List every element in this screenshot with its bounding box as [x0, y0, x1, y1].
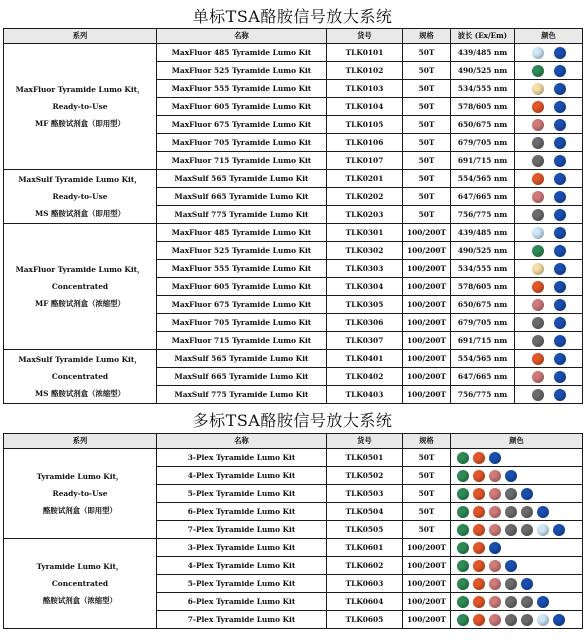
product-spec: 50T	[403, 62, 451, 80]
color-dot	[554, 119, 566, 131]
product-wavelength: 679/705 nm	[451, 314, 515, 332]
product-name: MaxSulf 665 Tyramide Lumo Kit	[157, 188, 327, 206]
color-dot	[554, 299, 566, 311]
product-spec: 50T	[403, 188, 451, 206]
color-dot	[521, 614, 533, 626]
product-sku: TLK0502	[327, 467, 403, 485]
color-dot	[457, 506, 469, 518]
color-dot	[532, 191, 544, 203]
product-name: MaxFluor 715 Tyramide Lumo Kit	[157, 332, 327, 350]
color-dot	[532, 173, 544, 185]
product-spec: 50T	[403, 449, 451, 467]
color-dot	[553, 524, 565, 536]
color-dot	[505, 488, 517, 500]
product-sku: TLK0605	[327, 611, 403, 629]
product-spec: 100/200T	[403, 368, 451, 386]
series-cell	[4, 170, 157, 224]
product-spec: 100/200T	[403, 260, 451, 278]
color-swatches	[515, 296, 583, 314]
product-name: MaxFluor 705 Tyramide Lumo Kit	[157, 134, 327, 152]
color-dot	[489, 596, 501, 608]
product-name: MaxFluor 555 Tyramide Lumo Kit	[157, 80, 327, 98]
product-spec: 100/200T	[403, 350, 451, 368]
series-line: Ready-to-Use	[52, 102, 108, 111]
product-name: MaxSulf 775 Tyramide Lumo Kit	[157, 386, 327, 404]
product-sku: TLK0402	[327, 368, 403, 386]
series-line: MaxSulf Tyramide Lumo Kit，	[18, 355, 142, 364]
color-swatches	[451, 485, 583, 503]
product-spec: 50T	[403, 503, 451, 521]
series-line: MaxSulf Tyramide Lumo Kit，	[18, 175, 142, 184]
color-dot	[489, 452, 501, 464]
color-dot	[537, 524, 549, 536]
series-line: Concentrated	[51, 282, 109, 291]
header-spec: 规格	[403, 434, 451, 449]
color-dot	[554, 353, 566, 365]
series-line: MS 酪胺试剂盒（即用型）	[35, 209, 125, 218]
product-sku: TLK0104	[327, 98, 403, 116]
product-spec: 100/200T	[403, 611, 451, 629]
series-line: Tyramide Lumo Kit，	[36, 562, 124, 571]
header-name: 名称	[157, 29, 327, 44]
color-dot	[473, 524, 485, 536]
color-dot	[532, 335, 544, 347]
product-wavelength: 650/675 nm	[451, 296, 515, 314]
color-swatches	[451, 521, 583, 539]
product-spec: 100/200T	[403, 332, 451, 350]
color-dot	[505, 470, 517, 482]
product-sku: TLK0401	[327, 350, 403, 368]
header-wavelength: 波长 (Ex/Em)	[451, 29, 515, 44]
product-sku: TLK0306	[327, 314, 403, 332]
color-dot	[473, 542, 485, 554]
product-spec: 50T	[403, 116, 451, 134]
color-swatches	[515, 260, 583, 278]
color-dot	[521, 578, 533, 590]
color-dot	[505, 524, 517, 536]
product-sku: TLK0501	[327, 449, 403, 467]
color-dot	[457, 524, 469, 536]
product-wavelength: 490/525 nm	[451, 62, 515, 80]
color-dot	[473, 506, 485, 518]
header-color: 颜色	[515, 29, 583, 44]
product-name: 6-Plex Tyramide Lumo Kit	[157, 503, 327, 521]
product-sku: TLK0307	[327, 332, 403, 350]
header-name: 名称	[157, 434, 327, 449]
product-sku: TLK0503	[327, 485, 403, 503]
color-dot	[554, 47, 566, 59]
table-row	[4, 224, 583, 242]
color-dot	[473, 560, 485, 572]
product-sku: TLK0101	[327, 44, 403, 62]
product-wavelength: 439/485 nm	[451, 44, 515, 62]
color-dot	[554, 65, 566, 77]
color-dot	[489, 542, 501, 554]
color-dot	[554, 371, 566, 383]
header-series: 系列	[4, 29, 157, 44]
color-dot	[457, 560, 469, 572]
product-sku: TLK0304	[327, 278, 403, 296]
multi-label-table	[3, 433, 583, 629]
product-name: MaxFluor 525 Tyramide Lumo Kit	[157, 62, 327, 80]
product-spec: 50T	[403, 485, 451, 503]
color-dot	[554, 335, 566, 347]
series-cell	[4, 44, 157, 170]
product-wavelength: 534/555 nm	[451, 260, 515, 278]
color-dot	[489, 506, 501, 518]
color-dot	[554, 245, 566, 257]
table-row	[4, 350, 583, 368]
color-dot	[489, 524, 501, 536]
color-dot	[554, 83, 566, 95]
series-line: Concentrated	[51, 372, 109, 381]
product-sku: TLK0603	[327, 575, 403, 593]
product-sku: TLK0105	[327, 116, 403, 134]
color-swatches	[451, 593, 583, 611]
single-label-table	[3, 28, 583, 404]
color-dot	[521, 506, 533, 518]
product-spec: 50T	[403, 521, 451, 539]
color-dot	[532, 371, 544, 383]
product-spec: 50T	[403, 134, 451, 152]
product-spec: 50T	[403, 98, 451, 116]
product-sku: TLK0403	[327, 386, 403, 404]
table-row	[4, 449, 583, 467]
series-cell	[4, 224, 157, 350]
product-wavelength: 534/555 nm	[451, 80, 515, 98]
product-name: 7-Plex Tyramide Lumo Kit	[157, 611, 327, 629]
series-cell	[4, 350, 157, 404]
product-name: 5-Plex Tyramide Lumo Kit	[157, 575, 327, 593]
product-wavelength: 578/605 nm	[451, 278, 515, 296]
color-dot	[457, 452, 469, 464]
color-dot	[489, 560, 501, 572]
single-label-body	[4, 44, 583, 404]
color-dot	[532, 137, 544, 149]
color-dot	[457, 470, 469, 482]
series-line: 酪胺试剂盒（浓缩型）	[43, 596, 117, 605]
product-wavelength: 647/665 nm	[451, 188, 515, 206]
color-swatches	[515, 278, 583, 296]
color-dot	[554, 389, 566, 401]
product-name: MaxSulf 565 Tyramide Lumo Kit	[157, 350, 327, 368]
header-sku: 货号	[327, 434, 403, 449]
series-line: MF 酪胺试剂盒（即用型）	[35, 119, 125, 128]
product-spec: 100/200T	[403, 296, 451, 314]
color-swatches	[515, 332, 583, 350]
header-row	[4, 434, 583, 449]
color-dot	[554, 101, 566, 113]
color-dot	[457, 542, 469, 554]
color-swatches	[515, 98, 583, 116]
header-spec: 规格	[403, 29, 451, 44]
product-wavelength: 679/705 nm	[451, 134, 515, 152]
color-swatches	[451, 467, 583, 485]
color-dot	[532, 281, 544, 293]
product-spec: 100/200T	[403, 278, 451, 296]
color-dot	[554, 137, 566, 149]
color-swatches	[451, 503, 583, 521]
product-name: 5-Plex Tyramide Lumo Kit	[157, 485, 327, 503]
product-spec: 100/200T	[403, 242, 451, 260]
header-color: 颜色	[451, 434, 583, 449]
product-name: MaxFluor 715 Tyramide Lumo Kit	[157, 152, 327, 170]
product-spec: 50T	[403, 467, 451, 485]
product-name: MaxFluor 555 Tyramide Lumo Kit	[157, 260, 327, 278]
header-series: 系列	[4, 434, 157, 449]
multi-label-body	[4, 449, 583, 629]
color-dot	[457, 596, 469, 608]
product-spec: 50T	[403, 152, 451, 170]
series-line: MaxFluor Tyramide Lumo Kit，	[15, 265, 145, 274]
table-row	[4, 170, 583, 188]
color-dot	[505, 506, 517, 518]
color-dot	[473, 470, 485, 482]
product-sku: TLK0107	[327, 152, 403, 170]
series-line: MaxFluor Tyramide Lumo Kit，	[15, 85, 145, 94]
product-wavelength: 439/485 nm	[451, 224, 515, 242]
color-dot	[532, 119, 544, 131]
product-name: MaxSulf 665 Tyramide Lumo Kit	[157, 368, 327, 386]
color-dot	[532, 389, 544, 401]
color-dot	[537, 596, 549, 608]
color-dot	[553, 614, 565, 626]
color-dot	[532, 155, 544, 167]
color-dot	[554, 227, 566, 239]
color-dot	[532, 209, 544, 221]
color-swatches	[515, 134, 583, 152]
color-dot	[505, 578, 517, 590]
color-dot	[532, 101, 544, 113]
color-dot	[554, 191, 566, 203]
color-swatches	[515, 80, 583, 98]
color-dot	[532, 263, 544, 275]
product-sku: TLK0505	[327, 521, 403, 539]
product-name: 4-Plex Tyramide Lumo Kit	[157, 467, 327, 485]
color-dot	[505, 560, 517, 572]
product-wavelength: 691/715 nm	[451, 332, 515, 350]
series-line: MF 酪胺试剂盒（浓缩型）	[35, 299, 125, 308]
color-dot	[457, 578, 469, 590]
product-wavelength: 554/565 nm	[451, 170, 515, 188]
color-swatches	[515, 44, 583, 62]
color-dot	[532, 317, 544, 329]
single-label-title: 单标TSA酪胺信号放大系统	[192, 7, 393, 26]
color-swatches	[515, 242, 583, 260]
product-wavelength: 490/525 nm	[451, 242, 515, 260]
series-cell	[4, 449, 157, 539]
color-dot	[554, 173, 566, 185]
color-dot	[554, 209, 566, 221]
product-spec: 50T	[403, 170, 451, 188]
color-dot	[532, 47, 544, 59]
product-sku: TLK0106	[327, 134, 403, 152]
product-wavelength: 691/715 nm	[451, 152, 515, 170]
product-name: MaxFluor 705 Tyramide Lumo Kit	[157, 314, 327, 332]
color-dot	[457, 488, 469, 500]
product-sku: TLK0202	[327, 188, 403, 206]
color-dot	[532, 245, 544, 257]
product-wavelength: 647/665 nm	[451, 368, 515, 386]
product-spec: 100/200T	[403, 557, 451, 575]
color-dot	[473, 578, 485, 590]
color-swatches	[515, 206, 583, 224]
product-sku: TLK0504	[327, 503, 403, 521]
color-dot	[489, 614, 501, 626]
product-sku: TLK0103	[327, 80, 403, 98]
table-row	[4, 539, 583, 557]
series-line: Concentrated	[51, 579, 109, 588]
color-dot	[532, 227, 544, 239]
product-name: MaxFluor 605 Tyramide Lumo Kit	[157, 98, 327, 116]
header-row	[4, 29, 583, 44]
color-dot	[473, 614, 485, 626]
product-spec: 50T	[403, 206, 451, 224]
product-sku: TLK0302	[327, 242, 403, 260]
color-swatches	[451, 557, 583, 575]
color-dot	[457, 614, 469, 626]
color-dot	[554, 155, 566, 167]
table-row	[4, 44, 583, 62]
color-dot	[505, 596, 517, 608]
product-sku: TLK0303	[327, 260, 403, 278]
color-swatches	[515, 62, 583, 80]
color-dot	[554, 317, 566, 329]
product-spec: 100/200T	[403, 575, 451, 593]
product-name: MaxSulf 565 Tyramide Lumo Kit	[157, 170, 327, 188]
color-swatches	[515, 152, 583, 170]
series-line: 酪胺试剂盒（即用型）	[43, 506, 117, 515]
color-dot	[554, 263, 566, 275]
product-wavelength: 578/605 nm	[451, 98, 515, 116]
product-sku: TLK0102	[327, 62, 403, 80]
product-wavelength: 756/775 nm	[451, 206, 515, 224]
product-sku: TLK0602	[327, 557, 403, 575]
product-name: MaxFluor 605 Tyramide Lumo Kit	[157, 278, 327, 296]
product-spec: 50T	[403, 80, 451, 98]
color-swatches	[451, 539, 583, 557]
product-sku: TLK0601	[327, 539, 403, 557]
product-spec: 100/200T	[403, 314, 451, 332]
color-dot	[521, 524, 533, 536]
product-name: 7-Plex Tyramide Lumo Kit	[157, 521, 327, 539]
color-swatches	[515, 116, 583, 134]
color-dot	[489, 578, 501, 590]
color-swatches	[515, 350, 583, 368]
product-name: MaxFluor 675 Tyramide Lumo Kit	[157, 116, 327, 134]
color-dot	[473, 596, 485, 608]
series-cell	[4, 539, 157, 629]
product-spec: 100/200T	[403, 593, 451, 611]
color-swatches	[515, 188, 583, 206]
color-swatches	[515, 170, 583, 188]
color-swatches	[515, 314, 583, 332]
product-name: 3-Plex Tyramide Lumo Kit	[157, 449, 327, 467]
color-dot	[532, 353, 544, 365]
color-dot	[473, 488, 485, 500]
color-dot	[521, 596, 533, 608]
product-sku: TLK0203	[327, 206, 403, 224]
product-spec: 100/200T	[403, 386, 451, 404]
product-sku: TLK0305	[327, 296, 403, 314]
color-swatches	[515, 224, 583, 242]
color-dot	[532, 83, 544, 95]
color-dot	[554, 281, 566, 293]
header-sku: 货号	[327, 29, 403, 44]
color-dot	[473, 452, 485, 464]
color-dot	[521, 488, 533, 500]
product-name: MaxFluor 485 Tyramide Lumo Kit	[157, 224, 327, 242]
color-dot	[537, 614, 549, 626]
product-name: MaxFluor 675 Tyramide Lumo Kit	[157, 296, 327, 314]
color-swatches	[515, 368, 583, 386]
series-line: Ready-to-Use	[52, 192, 108, 201]
product-name: 3-Plex Tyramide Lumo Kit	[157, 539, 327, 557]
color-dot	[537, 506, 549, 518]
product-name: 4-Plex Tyramide Lumo Kit	[157, 557, 327, 575]
color-swatches	[515, 386, 583, 404]
color-dot	[489, 488, 501, 500]
product-name: 6-Plex Tyramide Lumo Kit	[157, 593, 327, 611]
product-name: MaxFluor 525 Tyramide Lumo Kit	[157, 242, 327, 260]
product-spec: 100/200T	[403, 539, 451, 557]
product-name: MaxSulf 775 Tyramide Lumo Kit	[157, 206, 327, 224]
product-wavelength: 554/565 nm	[451, 350, 515, 368]
product-name: MaxFluor 485 Tyramide Lumo Kit	[157, 44, 327, 62]
product-sku: TLK0604	[327, 593, 403, 611]
color-dot	[505, 614, 517, 626]
product-spec: 100/200T	[403, 224, 451, 242]
product-wavelength: 756/775 nm	[451, 386, 515, 404]
multi-label-title: 多标TSA酪胺信号放大系统	[192, 411, 393, 430]
color-swatches	[451, 575, 583, 593]
series-line: Ready-to-Use	[52, 489, 108, 498]
color-dot	[532, 65, 544, 77]
product-wavelength: 650/675 nm	[451, 116, 515, 134]
color-swatches	[451, 449, 583, 467]
color-dot	[489, 470, 501, 482]
product-sku: TLK0301	[327, 224, 403, 242]
product-spec: 50T	[403, 44, 451, 62]
color-swatches	[451, 611, 583, 629]
series-line: MS 酪胺试剂盒（浓缩型）	[35, 389, 125, 398]
product-sku: TLK0201	[327, 170, 403, 188]
series-line: Tyramide Lumo Kit，	[36, 472, 124, 481]
color-dot	[532, 299, 544, 311]
